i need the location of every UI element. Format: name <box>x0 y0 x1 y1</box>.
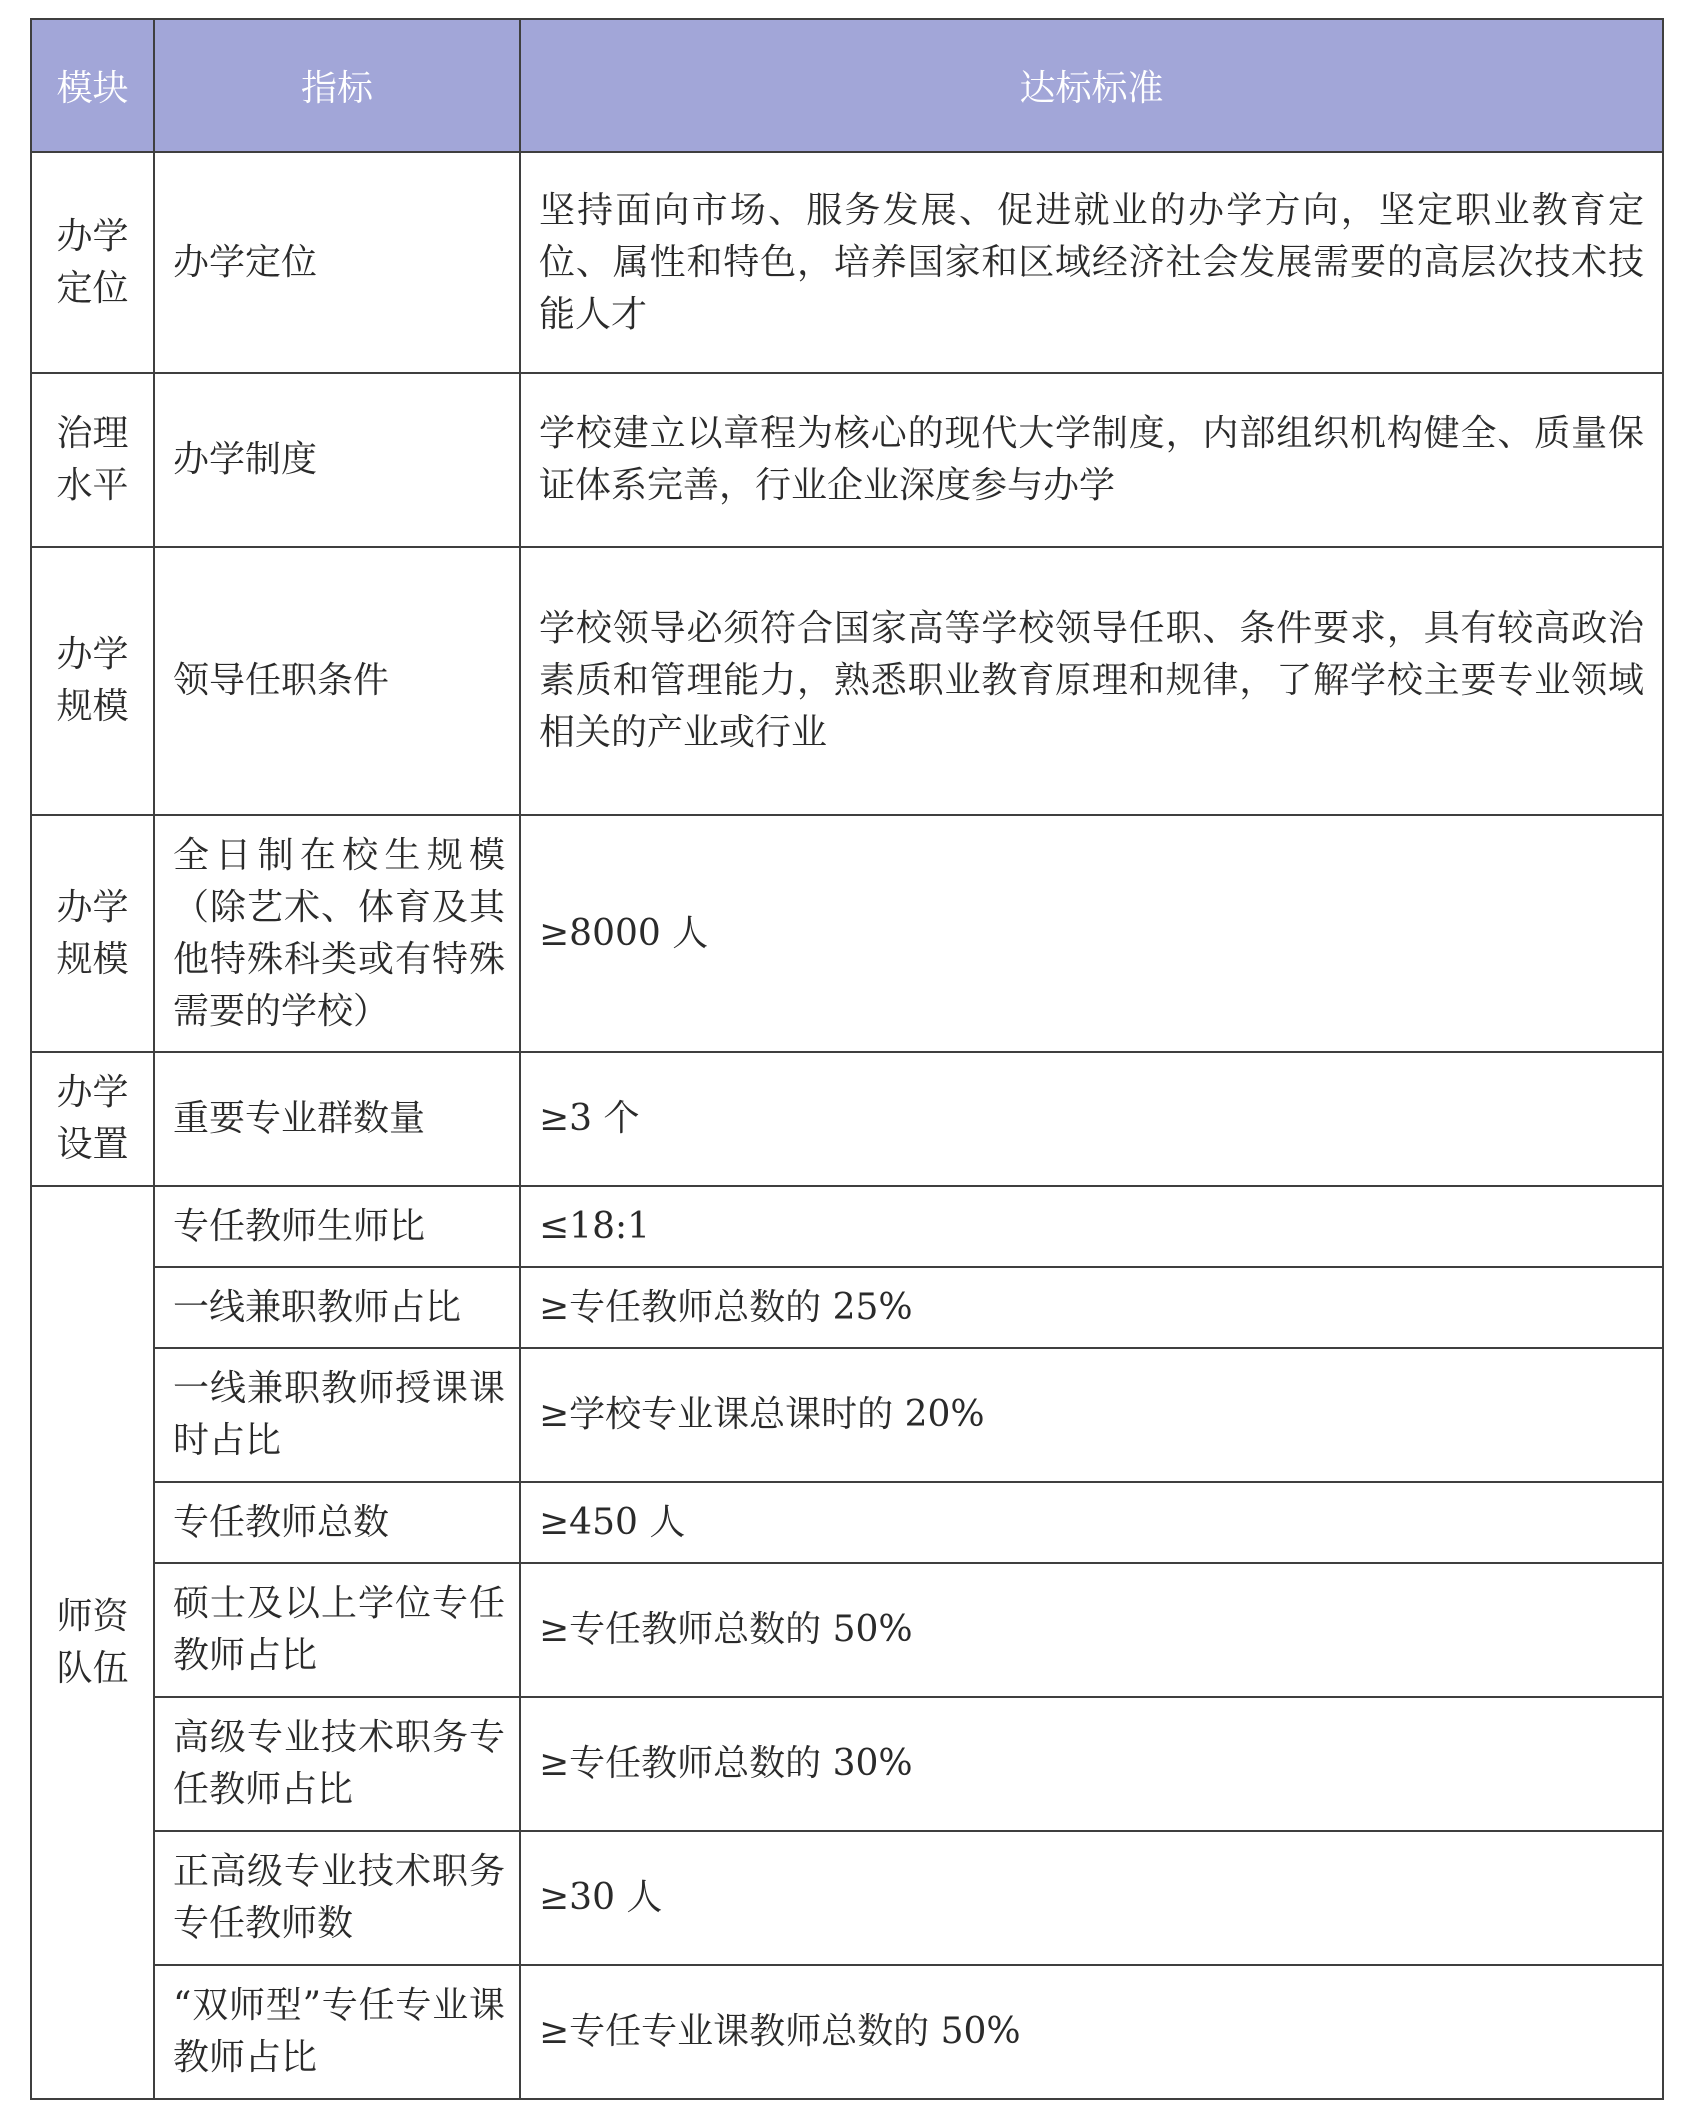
table-row <box>31 1482 1663 1563</box>
standard-cell: ≥3 个 <box>520 1052 1663 1186</box>
indicator-cell: 办学制度 <box>154 373 520 547</box>
table-row <box>31 1697 1663 1831</box>
module-cell: 办学规模 <box>31 547 154 815</box>
table-row <box>31 815 1663 1052</box>
standard-cell: 学校建立以章程为核心的现代大学制度，内部组织机构健全、质量保证体系完善，行业企业深度参与办学 <box>520 373 1663 547</box>
standard-cell: ≤18:1 <box>520 1186 1663 1267</box>
module-cell: 办学定位 <box>31 152 154 373</box>
standard-cell: ≥专任教师总数的 25% <box>520 1267 1663 1348</box>
table-row <box>31 1831 1663 1965</box>
standard-cell: ≥450 人 <box>520 1482 1663 1563</box>
table-row <box>31 1563 1663 1697</box>
header-row <box>31 19 1663 152</box>
standard-cell: ≥8000 人 <box>520 815 1663 1052</box>
table-body <box>31 152 1663 2099</box>
indicator-cell: 正高级专业技术职务专任教师数 <box>154 1831 520 1965</box>
standard-cell: ≥专任专业课教师总数的 50% <box>520 1965 1663 2099</box>
header-module: 模块 <box>31 19 154 152</box>
indicator-cell: 重要专业群数量 <box>154 1052 520 1186</box>
indicator-cell: 高级专业技术职务专任教师占比 <box>154 1697 520 1831</box>
indicator-cell: 领导任职条件 <box>154 547 520 815</box>
table-header <box>31 19 1663 152</box>
indicator-cell: “双师型”专任专业课教师占比 <box>154 1965 520 2099</box>
table-row <box>31 152 1663 373</box>
indicator-cell: 硕士及以上学位专任教师占比 <box>154 1563 520 1697</box>
faculty-module-cell: 师资队伍 <box>31 1186 154 2099</box>
header-standard: 达标标准 <box>520 19 1663 152</box>
standard-cell: ≥学校专业课总课时的 20% <box>520 1348 1663 1482</box>
table-row <box>31 1186 1663 1267</box>
indicator-cell: 一线兼职教师占比 <box>154 1267 520 1348</box>
table-row <box>31 373 1663 547</box>
table-row <box>31 1052 1663 1186</box>
module-cell: 办学设置 <box>31 1052 154 1186</box>
table-row <box>31 1348 1663 1482</box>
module-cell: 办学规模 <box>31 815 154 1052</box>
standards-table <box>30 18 1664 2100</box>
indicator-cell: 专任教师生师比 <box>154 1186 520 1267</box>
table-row <box>31 1965 1663 2099</box>
standard-cell: 坚持面向市场、服务发展、促进就业的办学方向，坚定职业教育定位、属性和特色，培养国家和区域经济社会发展需要的高层次技术技能人才 <box>520 152 1663 373</box>
indicator-cell: 全日制在校生规模（除艺术、体育及其他特殊科类或有特殊需要的学校） <box>154 815 520 1052</box>
table-row <box>31 547 1663 815</box>
indicator-cell: 办学定位 <box>154 152 520 373</box>
standard-cell: ≥专任教师总数的 30% <box>520 1697 1663 1831</box>
module-cell: 治理水平 <box>31 373 154 547</box>
indicator-cell: 一线兼职教师授课课时占比 <box>154 1348 520 1482</box>
standard-cell: ≥30 人 <box>520 1831 1663 1965</box>
standards-table-page <box>30 18 1662 2108</box>
standard-cell: 学校领导必须符合国家高等学校领导任职、条件要求，具有较高政治素质和管理能力，熟悉职业教育原理和规律，了解学校主要专业领域相关的产业或行业 <box>520 547 1663 815</box>
table-row <box>31 1267 1663 1348</box>
header-indicator: 指标 <box>154 19 520 152</box>
indicator-cell: 专任教师总数 <box>154 1482 520 1563</box>
standard-cell: ≥专任教师总数的 50% <box>520 1563 1663 1697</box>
